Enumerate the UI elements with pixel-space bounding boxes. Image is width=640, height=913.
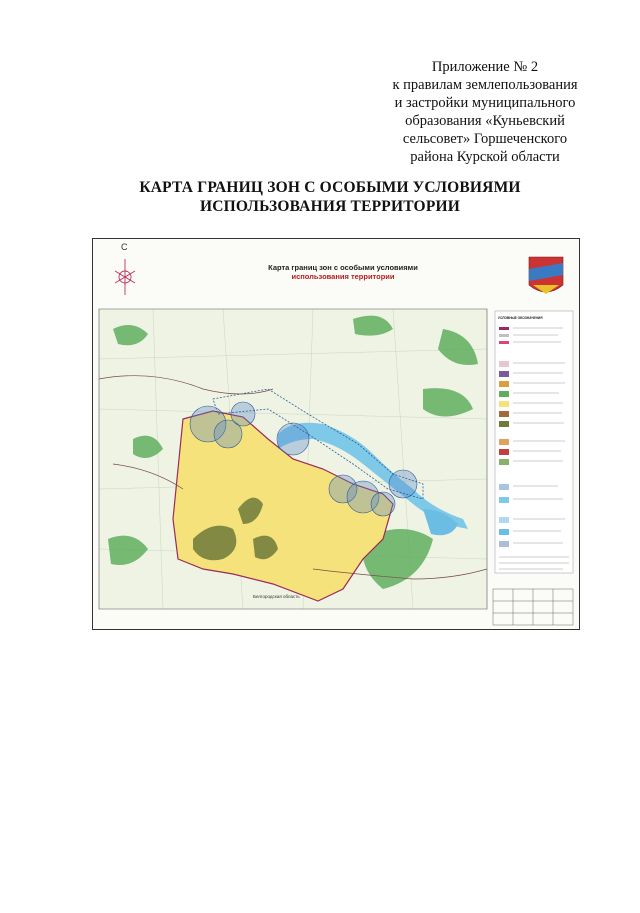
appendix-header <box>360 58 610 166</box>
document-title-line-1: КАРТА ГРАНИЦ ЗОН С ОСОБЫМИ УСЛОВИЯМИ <box>139 179 521 196</box>
map-sheet <box>92 238 580 630</box>
appendix-line: Приложение № 2 <box>431 59 539 75</box>
legend-panel <box>495 311 573 573</box>
map-title-line-2: использования территории <box>291 272 395 281</box>
document-title-line-2: ИСПОЛЬЗОВАНИЯ ТЕРРИТОРИИ <box>199 198 460 215</box>
map-title-line-1: Карта границ зон с особыми условиями <box>268 263 418 272</box>
map-graphic <box>93 239 579 629</box>
appendix-line: к правилам землепользования <box>392 77 578 93</box>
region-label: Белгородская область <box>253 594 300 599</box>
coat-of-arms-icon <box>529 257 563 294</box>
legend-title: УСЛОВНЫЕ ОБОЗНАЧЕНИЯ <box>498 316 543 320</box>
title-block <box>493 589 573 625</box>
appendix-line: и застройки муниципального <box>394 95 576 111</box>
north-letter: С <box>121 242 128 252</box>
appendix-line: сельсовет» Горшеченского <box>402 131 568 147</box>
appendix-line: образования «Куньевский <box>405 113 565 129</box>
appendix-line: района Курской области <box>410 149 560 165</box>
map-title <box>243 263 443 281</box>
document-title <box>60 178 600 216</box>
north-arrow-icon <box>115 259 135 295</box>
